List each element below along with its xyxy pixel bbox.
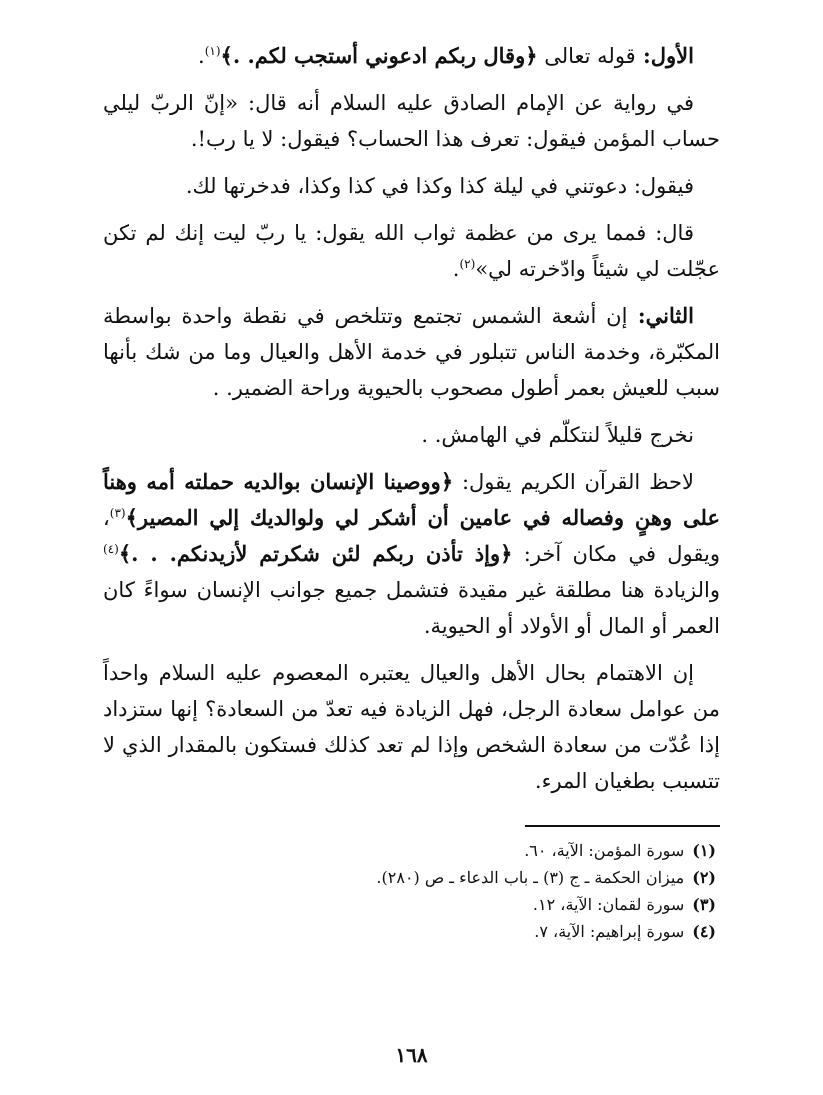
footnote-ref: (١) xyxy=(204,44,221,58)
paragraph-2 xyxy=(103,85,720,157)
text-segment: والزيادة هنا مطلقة غير مقيدة فتشمل جميع جوانب الإنسان سواءً كان العمر أو المال أو الأولاد أو الحيوية. xyxy=(103,578,720,638)
footnote-item xyxy=(103,918,720,945)
text-segment: ﴿وإذ تأذن ربكم لئن شكرتم لأزيدنكم. . .﴾ xyxy=(118,541,513,566)
footnote-item xyxy=(103,864,720,891)
footnotes xyxy=(103,837,720,945)
text-segment: الأول: xyxy=(635,43,694,68)
text-segment: فيقول: دعوتني في ليلة كذا وكذا في كذا وكذا، فدخرتها لك. xyxy=(185,174,694,198)
text-segment: ﴿وقال ربكم ادعوني أستجب لكم. .﴾ xyxy=(220,43,538,68)
footnote-text: سورة إبراهيم: الآية، ٧. xyxy=(534,922,685,941)
paragraph-8 xyxy=(103,655,720,799)
text-segment: . xyxy=(198,44,205,68)
footnote-item xyxy=(103,837,720,864)
text-segment: ﴿ووصينا الإنسان بوالديه حملته أمه وهناً على وهنٍ وفصاله في عامين أن أشكر لي ولوالديك إلي المصير﴾ xyxy=(103,469,720,530)
text-segment: ، ويقول في مكان آخر: xyxy=(103,506,720,566)
footnote-number: (٣) xyxy=(692,895,716,914)
body-text xyxy=(103,38,720,799)
text-segment: إن أشعة الشمس تجتمع وتتلخص في نقطة واحدة بواسطة المكبّرة، وخدمة الناس تتبلور في خدمة الأهل والعيال وما من شك بأنها سبب للعيش بعمر أطول مصحوب بالحيوية وراحة الضمير. . xyxy=(103,304,720,400)
footnote-ref: (٤) xyxy=(103,542,119,556)
footnote-ref: (٣) xyxy=(109,506,126,520)
paragraph-6 xyxy=(103,417,720,453)
paragraph-1 xyxy=(103,38,720,74)
footnote-number: (١) xyxy=(692,841,716,860)
page-number: ١٦٨ xyxy=(395,1043,428,1067)
paragraph-4 xyxy=(103,215,720,287)
footnote-ref: (٢) xyxy=(459,257,476,271)
text-segment: نخرج قليلاً لنتكلّم في الهامش. . xyxy=(421,423,694,447)
paragraph-3 xyxy=(103,168,720,204)
text-segment: لاحظ القرآن الكريم يقول: xyxy=(453,470,694,494)
text-segment: قال: فمما يرى من عظمة ثواب الله يقول: يا ربّ ليت إنك لم تكن عجّلت لي شيئاً وادّخرته لي» xyxy=(103,221,720,281)
text-segment: الثاني: xyxy=(627,303,694,328)
footnote-text: سورة لقمان: الآية، ١٢. xyxy=(532,895,685,914)
text-segment: قوله تعالى xyxy=(537,44,636,68)
footnote-text: سورة المؤمن: الآية، ٦٠. xyxy=(524,841,685,860)
footnote-number: (٤) xyxy=(692,922,716,941)
text-segment: إن الاهتمام بحال الأهل والعيال يعتبره المعصوم عليه السلام واحداً من عوامل سعادة الرجل، فهل الزيادة فيه تعدّ من السعادة؟ إنها ستزداد إذا عُدّت من سعادة الشخص وإذا لم تعد كذلك فستكون بالمقدار الذي لا تتسبب بطغيان المرء. xyxy=(103,661,720,793)
paragraph-5 xyxy=(103,298,720,406)
footnote-item xyxy=(103,891,720,918)
paragraph-7 xyxy=(103,464,720,644)
text-segment: . xyxy=(452,257,460,281)
footnote-number: (٢) xyxy=(692,868,716,887)
footnote-text: ميزان الحكمة ـ ج (٣) ـ باب الدعاء ـ ص (٢٨٠). xyxy=(376,868,685,887)
footnote-divider xyxy=(525,825,720,827)
text-segment: في رواية عن الإمام الصادق عليه السلام أنه قال: «إنّ الربّ ليلي حساب المؤمن فيقول: تعرف هذا الحساب؟ فيقول: لا يا رب!. xyxy=(103,91,720,151)
